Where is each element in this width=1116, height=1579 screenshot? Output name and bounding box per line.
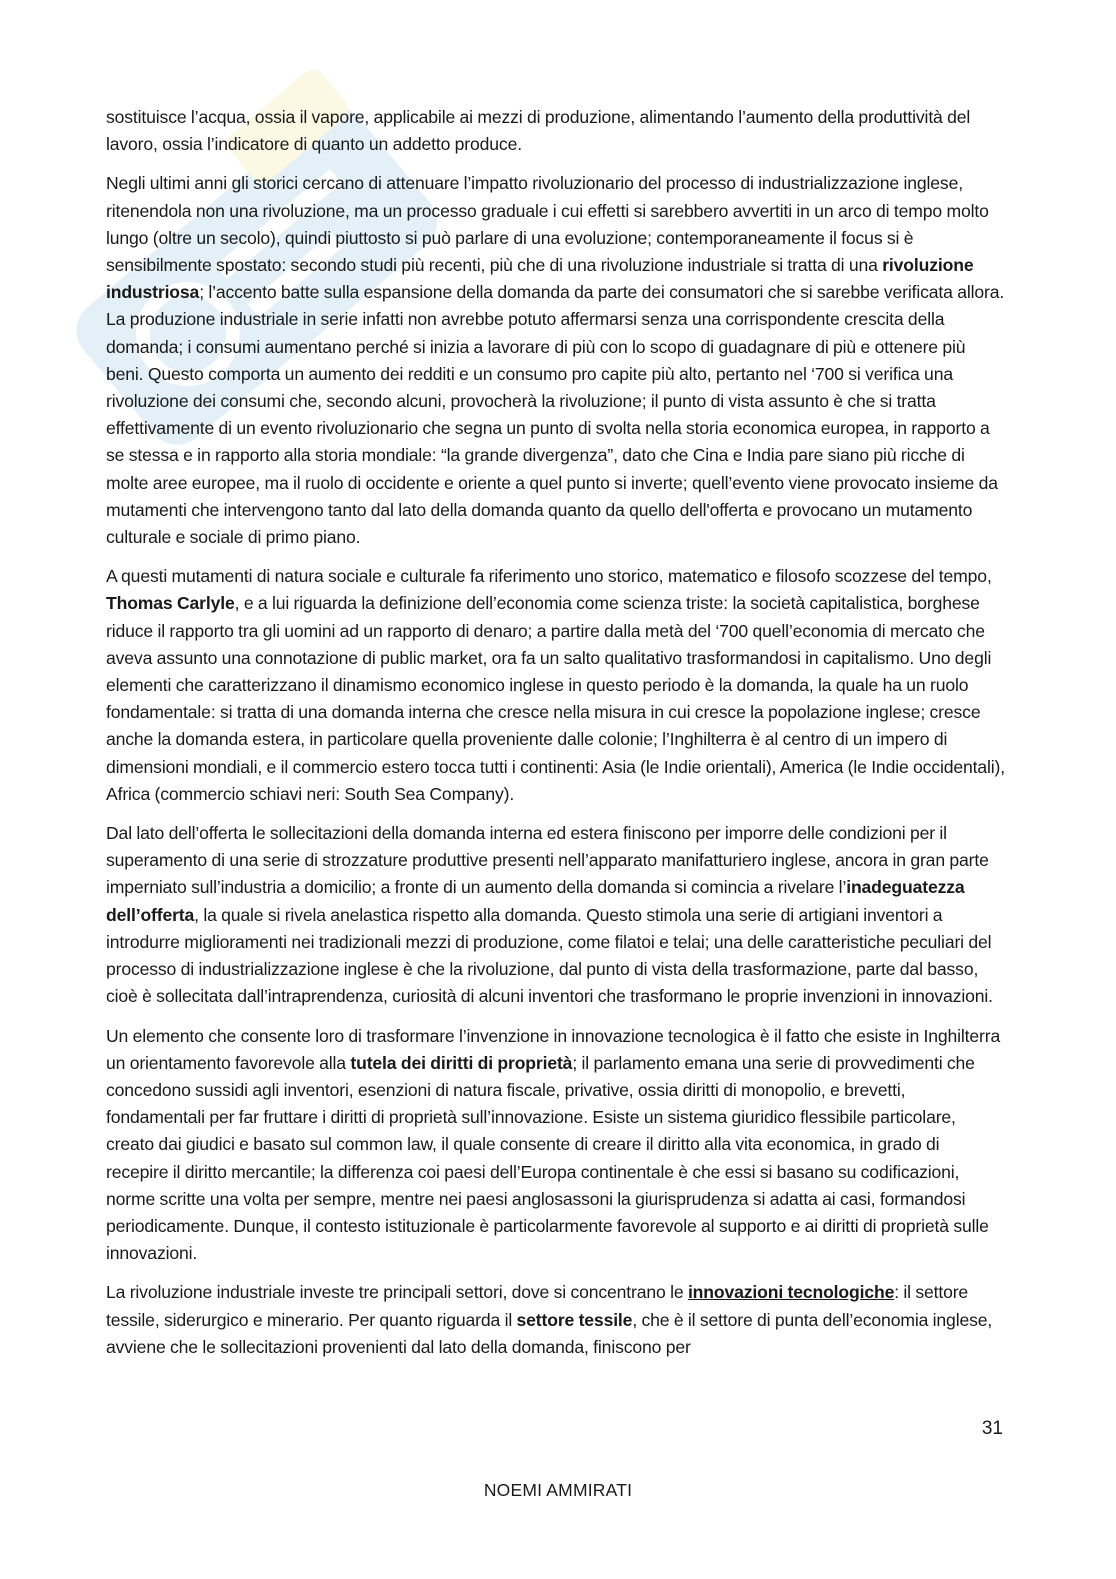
document-body	[106, 104, 1006, 1373]
paragraph: La rivoluzione industriale investe tre principali settori, dove si concentrano le innovazioni tecnologiche: il settore tessile, siderurgico e minerario. Per quanto riguarda il settore tessile, che è il settore di punta dell’economia inglese, avviene che le sollecitazioni provenienti dal lato della domanda, finiscono per	[106, 1282, 993, 1357]
paragraph: sostituisce l’acqua, ossia il vapore, applicabile ai mezzi di produzione, alimentando l’aumento della produttività del lavoro, ossia l’indicatore di quanto un addetto produce.	[106, 107, 971, 155]
paragraph: Un elemento che consente loro di trasformare l’invenzione in innovazione tecnologica è il fatto che esiste in Inghilterra un orientamento favorevole alla tutela dei diritti di proprietà; il parlamento emana una serie di provvedimenti che concedono sussidi agli inventori, esenzioni di natura fiscale, privative, ossia diritti di monopolio, e brevetti, fondamentali per far fruttare i diritti di proprietà sull’innovazione. Esiste un sistema giuridico flessibile particolare, creato dai giudici e basato sul common law, il quale consente di creare il diritto alla vita economica, in grado di recepire il diritto mercantile; la differenza coi paesi dell’Europa continentale è che essi si basano su codificazioni, norme scritte una volta per sempre, mentre nei paesi anglosassoni la giurisprudenza si adatta ai casi, formandosi periodicamente. Dunque, il contesto istituzionale è particolarmente favorevole al supporto e ai diritti di proprietà sulle innovazioni.	[106, 1025, 1001, 1264]
bold-underlined-term: innovazioni tecnologiche	[687, 1282, 895, 1303]
paragraph: A questi mutamenti di natura sociale e culturale fa riferimento uno storico, matematico e filosofo scozzese del tempo, Thomas Carlyle, e a lui riguarda la definizione dell’economia come scienza triste: la società capitalistica, borghese riduce il rapporto tra gli uomini ad un rapporto di denaro; a partire dalla metà del ‘700 quell’economia di mercato che aveva assunto una connotazione di public market, ora fa un salto qualitativo trasformandosi in capitalismo. Uno degli elementi che caratterizzano il dinamismo economico inglese in questo periodo è la domanda, la quale ha un ruolo fondamentale: si tratta di una domanda interna che cresce nella misura in cui cresce la popolazione inglese; cresce anche la domanda estera, in particolare quella proveniente dalle colonie; l’Inghilterra è al centro di un impero di dimensioni mondiali, e il commercio estero tocca tutti i continenti: Asia (le Indie orientali), America (le Indie occidentali), Africa (commercio schiavi neri: South Sea Company).	[106, 566, 1005, 804]
bold-term: tutela dei diritti di proprietà	[350, 1052, 573, 1073]
page-number: 31	[981, 1418, 1003, 1439]
bold-term: settore tessile	[516, 1309, 633, 1330]
bold-term: rivoluzione industriosa	[106, 255, 974, 303]
paragraph: Dal lato dell’offerta le sollecitazioni della domanda interna ed estera finiscono per imporre delle condizioni per il superamento di una serie di strozzature produttive presenti nell’apparato manifatturiero inglese, ancora in gran parte imperniato sull’industria a domicilio; a fronte di un aumento della domanda si comincia a rivelare l’inadeguatezza dell’offerta, la quale si rivela anelastica rispetto alla domanda. Questo stimola una serie di artigiani inventori a introdurre miglioramenti nei tradizionali mezzi di produzione, come filatoi e telai; una delle caratteristiche peculiari del processo di industrializzazione inglese è che la rivoluzione, dal punto di vista della trasformazione, parte dal basso, cioè è sollecitata dall’intraprendenza, curiosità di alcuni inventori che trasformano le proprie invenzioni in innovazioni.	[106, 823, 993, 1007]
bold-term: inadeguatezza dell’offerta	[106, 877, 965, 925]
footer-author: NOEMI AMMIRATI	[483, 1480, 633, 1500]
paragraph: Negli ultimi anni gli storici cercano di attenuare l’impatto rivoluzionario del processo di industrializzazione inglese, ritenendola non una rivoluzione, ma un processo graduale i cui effetti si sarebbero avvertiti in un arco di tempo molto lungo (oltre un secolo), quindi piuttosto si può parlare di una evoluzione; contemporaneamente il focus si è sensibilmente spostato: secondo studi più recenti, più che di una rivoluzione industriale si tratta di una rivoluzione industriosa; l’accento batte sulla espansione della domanda da parte dei consumatori che si sarebbe verificata allora. La produzione industriale in serie infatti non avrebbe potuto affermarsi senza una corrispondente crescita della domanda; i consumi aumentano perché si inizia a lavorare di più con lo scopo di guadagnare di più e ottenere più beni. Questo comporta un aumento dei redditi e un consumo pro capite più alto, pertanto nel ‘700 si verifica una rivoluzione dei consumi che, secondo alcuni, provocherà la rivoluzione; il punto di vista assunto è che si tratta effettivamente di un evento rivoluzionario che segna un punto di svolta nella storia economica europea, in rapporto a se stessa e in rapporto alla storia mondiale: “la grande divergenza”, dato che Cina e India pare siano più ricche di molte aree europee, ma il ruolo di occidente e oriente a quel punto si inverte; quell’evento viene provocato insieme da mutamenti che intervengono tanto dal lato della domanda quanto da quello dell'offerta e provocano un mutamento culturale e sociale di primo piano.	[106, 173, 1005, 548]
bold-term: Thomas Carlyle	[106, 593, 235, 614]
